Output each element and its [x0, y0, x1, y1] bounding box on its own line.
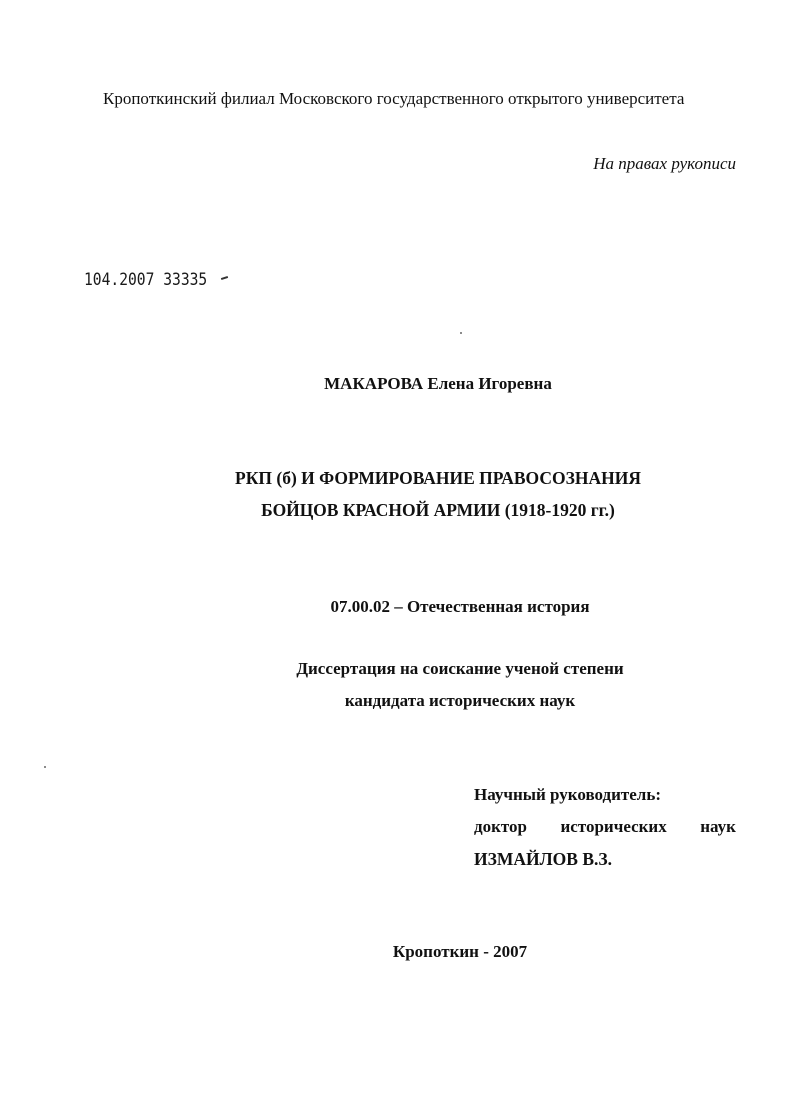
- archive-stamp-mark: [221, 276, 228, 280]
- archive-stamp-code: 104.2007 33335: [84, 270, 208, 290]
- supervisor-degree-word: исторических: [560, 817, 667, 836]
- supervisor-degree: [474, 817, 736, 837]
- scan-speck: [44, 766, 46, 768]
- degree-line-2: кандидата исторических наук: [344, 691, 576, 710]
- supervisor-degree-word: наук: [700, 817, 736, 836]
- institution-name: Кропоткинский филиал Московского государственного открытого университета: [103, 89, 685, 108]
- author-name: МАКАРОВА Елена Игоревна: [324, 374, 552, 393]
- dissertation-title-line-2: БОЙЦОВ КРАСНОЙ АРМИИ (1918-1920 гг.): [261, 500, 615, 520]
- place-and-year: Кропоткин - 2007: [392, 942, 528, 961]
- supervisor-label: Научный руководитель:: [474, 785, 661, 804]
- manuscript-rights-note: На правах рукописи: [593, 154, 736, 173]
- degree-line-1: Диссертация на соискание ученой степени: [296, 659, 624, 678]
- specialty-code: 07.00.02 – Отечественная история: [330, 597, 590, 616]
- dissertation-title-line-1: РКП (б) И ФОРМИРОВАНИЕ ПРАВОСОЗНАНИЯ: [235, 468, 641, 488]
- supervisor-degree-word: доктор: [474, 817, 527, 836]
- supervisor-name: ИЗМАЙЛОВ В.З.: [474, 849, 612, 869]
- scan-speck: [460, 332, 462, 334]
